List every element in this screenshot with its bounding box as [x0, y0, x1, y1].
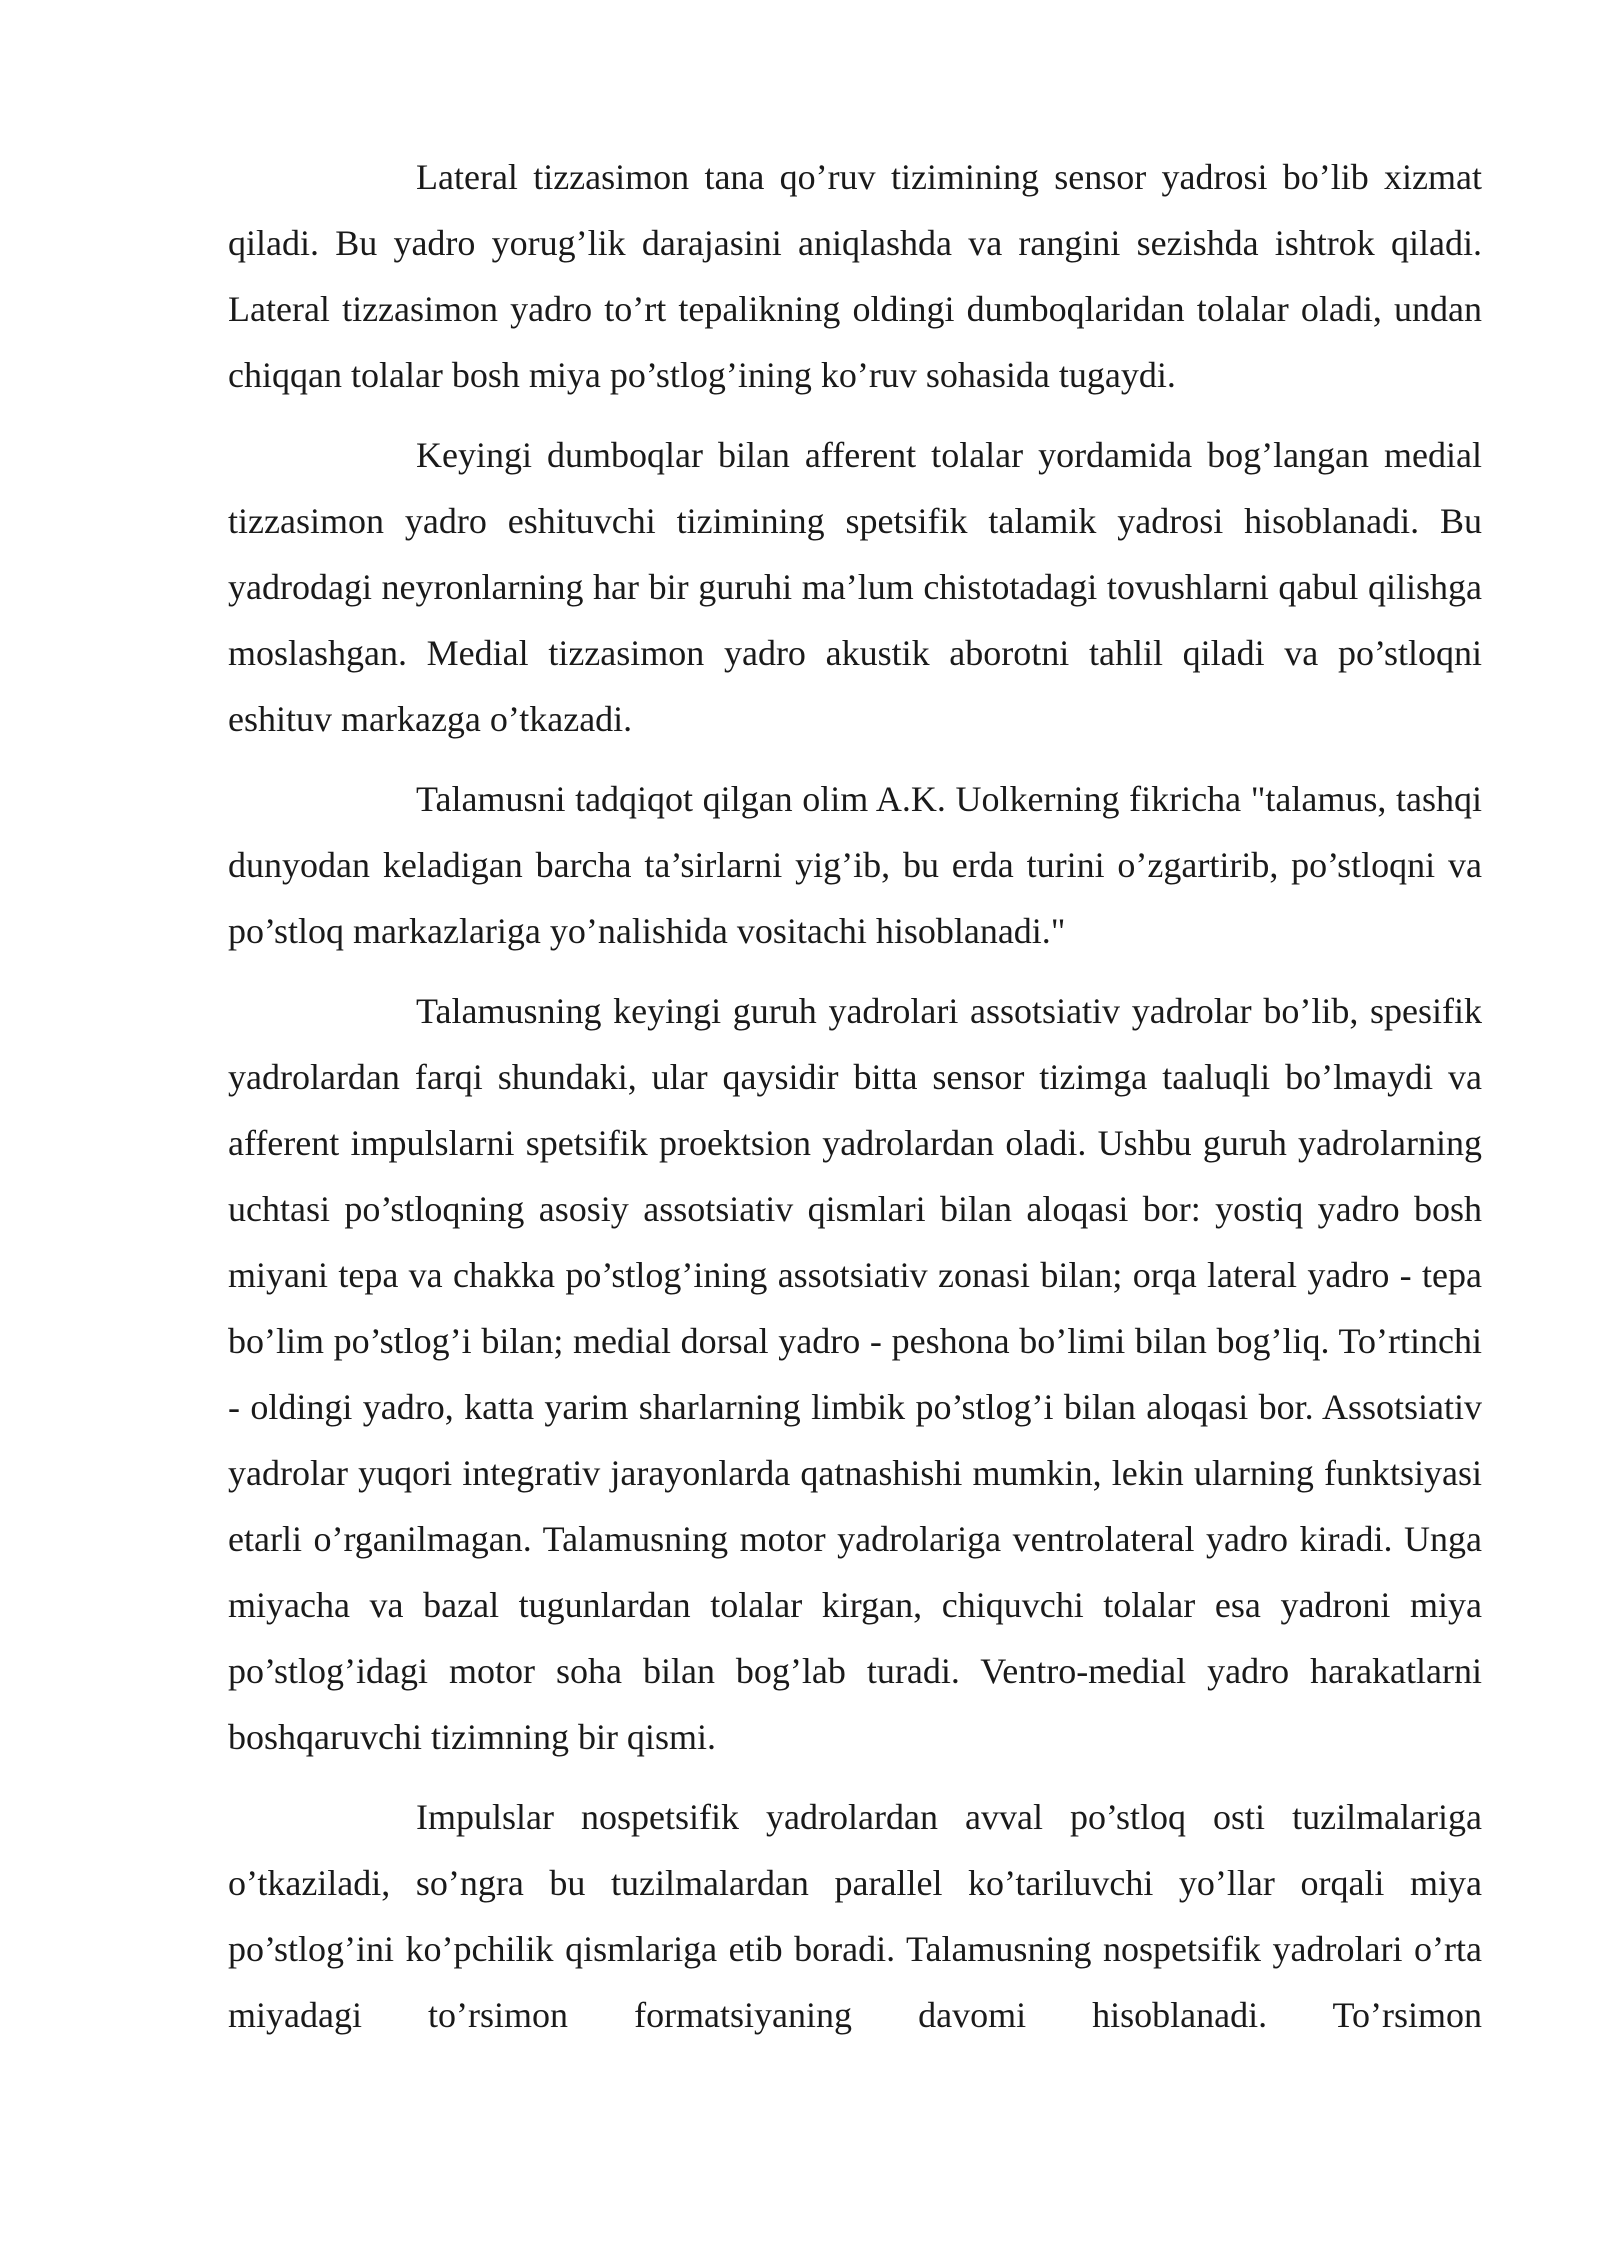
paragraph-nonspecific-nuclei: Impulslar nospetsifik yadrolardan avval po’stloq osti tuzilmalariga o’tkaziladi, so’ngra bu tuzilmalardan parallel ko’tariluvchi yo’llar orqali miya po’stlog’ini ko’pchilik qismlariga etib boradi. Talamusning nospetsifik yadrolari o’rta miyadagi to’rsimon formatsiyaning davomi hisoblanadi. To’rsimon — [228, 1797, 1482, 2035]
paragraph-walker-quote: Talamusni tadqiqot qilgan olim A.K. Uolkerning fikricha "talamus, tashqi dunyodan keladigan barcha ta’sirlarni yig’ib, bu erda turini o’zgartirib, po’stloqni va po’stloq markazlariga yo’nalishida vositachi hisoblanadi." — [228, 779, 1482, 951]
paragraph-associative-nuclei: Talamusning keyingi guruh yadrolari assotsiativ yadrolar bo’lib, spesifik yadrolardan farqi shundaki, ular qaysidir bitta sensor tizimga taaluqli bo’lmaydi va afferent impulslarni spetsifik proektsion yadrolardan oladi. Ushbu guruh yadrolarning uchtasi po’stloqning asosiy assotsiativ qismlari bilan aloqasi bor: yostiq yadro bosh miyani tepa va chakka po’stlog’ining assotsiativ zonasi bilan; orqa lateral yadro - tepa bo’lim po’stlog’i bilan; medial dorsal yadro - peshona bo’limi bilan bog’liq. To’rtinchi - oldingi yadro, katta yarim sharlarning limbik po’stlog’i bilan aloqasi bor. Assotsiativ yadrolar yuqori integrativ jarayonlarda qatnashishi mumkin, lekin ularning funktsiyasi etarli o’rganilmagan. Talamusning motor yadrolariga ventrolateral yadro kiradi. Unga miyacha va bazal tugunlardan tolalar kirgan, chiquvchi tolalar esa yadroni miya po’stlog’idagi motor soha bilan bog’lab turadi. Ventro-medial yadro harakatlarni boshqaruvchi tizimning bir qismi. — [228, 991, 1482, 1757]
paragraph-lateral-nucleus: Lateral tizzasimon tana qo’ruv tizimining sensor yadrosi bo’lib xizmat qiladi. Bu yadro yorug’lik darajasini aniqlashda va rangini sezishda ishtrok qiladi. Lateral tizzasimon yadro to’rt tepalikning oldingi dumboqlaridan tolalar oladi, undan chiqqan tolalar bosh miya po’stlog’ining ko’ruv sohasida tugaydi. — [228, 157, 1482, 395]
document-body — [228, 144, 1482, 2048]
paragraph-medial-nucleus: Keyingi dumboqlar bilan afferent tolalar yordamida bog’langan medial tizzasimon yadro eshituvchi tizimining spetsifik talamik yadrosi hisoblanadi. Bu yadrodagi neyronlarning har bir guruhi ma’lum chistotadagi tovushlarni qabul qilishga moslashgan. Medial tizzasimon yadro akustik aborotni tahlil qiladi va po’stloqni eshituv markazga o’tkazadi. — [228, 435, 1482, 739]
